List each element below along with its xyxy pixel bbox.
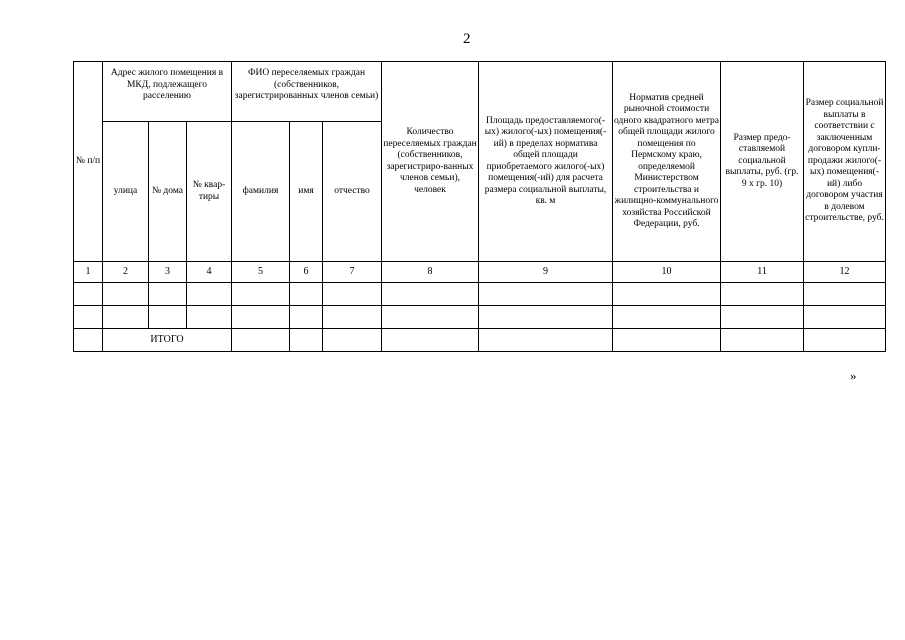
column-number: 4 xyxy=(187,262,232,283)
table-cell xyxy=(382,306,479,329)
resettlement-table xyxy=(73,61,886,352)
table-row xyxy=(74,306,886,329)
table-cell xyxy=(804,283,886,306)
table-cell xyxy=(479,306,613,329)
table-cell xyxy=(187,306,232,329)
column-number: 5 xyxy=(232,262,290,283)
header-address-group: Адрес жилого помещения в МКД, подлежащего расселению xyxy=(103,62,232,122)
table-cell xyxy=(290,283,323,306)
column-number: 2 xyxy=(103,262,149,283)
table-cell xyxy=(290,329,323,352)
column-number-row xyxy=(74,262,886,283)
header-surname: фамилия xyxy=(232,122,290,262)
table-cell xyxy=(613,329,721,352)
table-row xyxy=(74,283,886,306)
header-house: № дома xyxy=(149,122,187,262)
table-cell xyxy=(613,306,721,329)
page-number: 2 xyxy=(463,31,471,47)
column-number: 1 xyxy=(74,262,103,283)
table-cell xyxy=(804,306,886,329)
table-cell xyxy=(103,283,149,306)
table-cell xyxy=(721,306,804,329)
table-cell xyxy=(721,329,804,352)
header-area: Площадь предоставляемого(-ых) жилого(-ых) помещения(-ий) в пределах норматива общей площади приобретаемого жилого(-ых) помещения(-ий) для расчета размера социальной выплаты, кв. м xyxy=(479,62,613,262)
header-name: имя xyxy=(290,122,323,262)
table-cell xyxy=(232,329,290,352)
header-patronymic: отчество xyxy=(323,122,382,262)
table-cell xyxy=(74,329,103,352)
column-number: 6 xyxy=(290,262,323,283)
table-cell xyxy=(323,306,382,329)
table-cell xyxy=(232,283,290,306)
table-cell xyxy=(187,283,232,306)
table-cell xyxy=(74,283,103,306)
table-cell xyxy=(103,306,149,329)
table-cell xyxy=(149,283,187,306)
table-cell xyxy=(149,306,187,329)
header-count: Количество переселяемых граждан (собственников, зарегистриро-ванных членов семьи), человек xyxy=(382,62,479,262)
table-cell xyxy=(323,283,382,306)
column-number: 3 xyxy=(149,262,187,283)
closing-quote: » xyxy=(850,368,857,383)
header-fio-group: ФИО переселяемых граждан (собственников, зарегистрированных членов семьи) xyxy=(232,62,382,122)
column-number: 9 xyxy=(479,262,613,283)
column-number: 7 xyxy=(323,262,382,283)
header-payment: Размер предо-ставляемой социальной выплаты, руб. (гр. 9 х гр. 10) xyxy=(721,62,804,262)
column-number: 11 xyxy=(721,262,804,283)
column-number: 8 xyxy=(382,262,479,283)
header-norm: Норматив средней рыночной стоимости одного квадратного метра общей площади жилого помещения по Пермскому краю, определяемой Министерством строительства и жилищно-коммунального хозяйства Российской Федерации, руб. xyxy=(613,62,721,262)
table-cell xyxy=(74,306,103,329)
table-cell xyxy=(479,283,613,306)
header-row-number: № п/п xyxy=(74,62,103,262)
table-cell xyxy=(479,329,613,352)
table-cell xyxy=(232,306,290,329)
table-cell xyxy=(721,283,804,306)
total-row xyxy=(74,329,886,352)
table-cell xyxy=(323,329,382,352)
header-contract-payment: Размер социальной выплаты в соответствии с заключенным договором купли-продажи жилого(-ых) помещения(-ий) либо договором участия в долевом строительстве, руб. xyxy=(804,62,886,262)
table-cell xyxy=(382,329,479,352)
header-street: улица xyxy=(103,122,149,262)
column-number: 10 xyxy=(613,262,721,283)
header-apartment: № квар-тиры xyxy=(187,122,232,262)
table-cell xyxy=(613,283,721,306)
table-cell xyxy=(382,283,479,306)
table-cell xyxy=(290,306,323,329)
total-label: ИТОГО xyxy=(103,329,232,352)
column-number: 12 xyxy=(804,262,886,283)
table-cell xyxy=(804,329,886,352)
